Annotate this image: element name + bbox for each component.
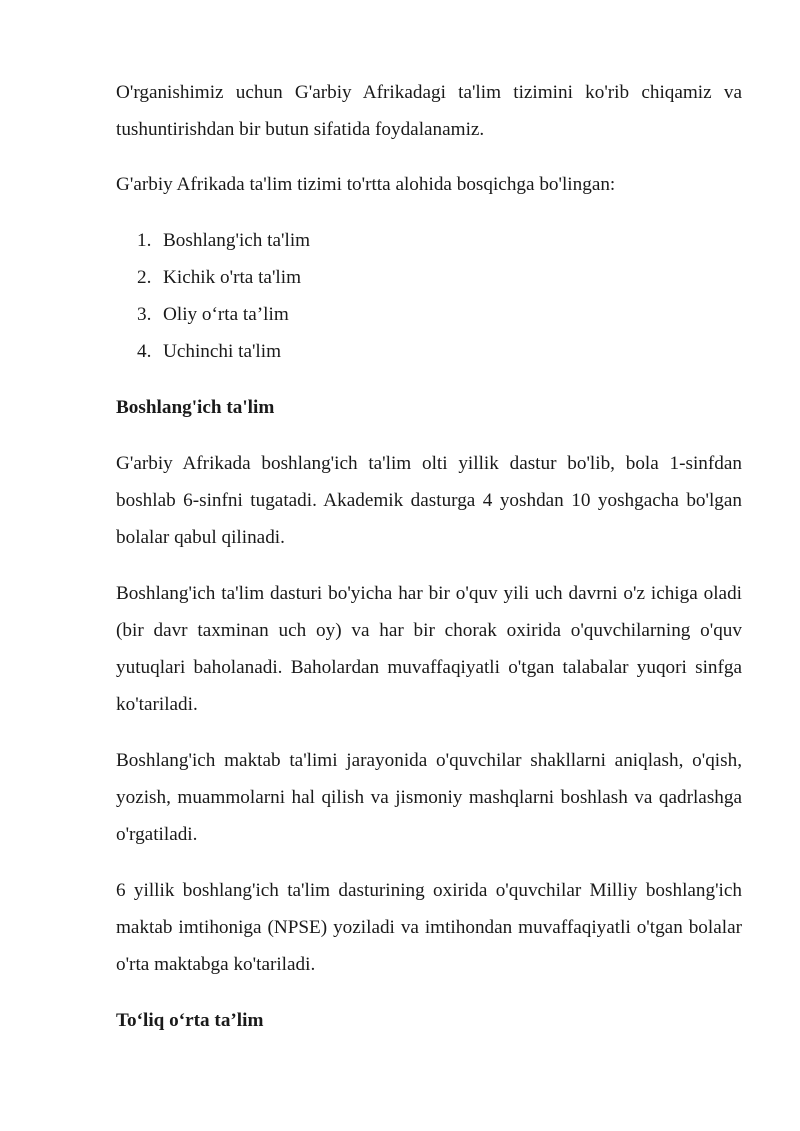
list-item — [116, 222, 742, 259]
stages-intro-paragraph: G'arbiy Afrikada ta'lim tizimi to'rtta alohida bosqichga bo'lingan: — [116, 174, 616, 195]
list-item — [116, 296, 742, 333]
list-number: 4. — [137, 341, 152, 362]
list-item-label: Boshlang'ich ta'lim — [163, 230, 311, 251]
list-item-label: Kichik o'rta ta'lim — [163, 267, 301, 288]
stages-list — [116, 222, 742, 370]
primary-paragraph-1: G'arbiy Afrikada boshlang'ich ta'lim olti yillik dastur bo'lib, bola 1-sinfdan boshlab 6-sinfni tugatadi. Akademik dasturga 4 yoshdan 10 yoshgacha bo'lgan bolalar qabul qilinadi. — [116, 453, 742, 548]
secondary-education-heading: To‘liq o‘rta ta’lim — [116, 1010, 264, 1031]
list-item-label: Uchinchi ta'lim — [163, 341, 282, 362]
list-item-label: Oliy o‘rta ta’lim — [163, 304, 289, 325]
primary-paragraph-4: 6 yillik boshlang'ich ta'lim dasturining oxirida o'quvchilar Milliy boshlang'ich maktab imtihoniga (NPSE) yoziladi va imtihondan muvaffaqiyatli o'tgan bolalar o'rta maktabga ko'tariladi. — [116, 880, 742, 975]
primary-education-heading: Boshlang'ich ta'lim — [116, 397, 275, 418]
list-item — [116, 333, 742, 370]
list-item — [116, 259, 742, 296]
primary-paragraph-2: Boshlang'ich ta'lim dasturi bo'yicha har bir o'quv yili uch davrni o'z ichiga oladi (bir davr taxminan uch oy) va har bir chorak oxirida o'quvchilarning o'quv yutuqlari baholanadi. Baholardan muvaffaqiyatli o'tgan talabalar yuqori sinfga ko'tariladi. — [116, 583, 742, 715]
intro-paragraph: O'rganishimiz uchun G'arbiy Afrikadagi ta'lim tizimini ko'rib chiqamiz va tushuntirishdan bir butun sifatida foydalanamiz. — [116, 82, 742, 140]
document-page — [116, 74, 742, 1039]
primary-paragraph-3: Boshlang'ich maktab ta'limi jarayonida o'quvchilar shakllarni aniqlash, o'qish, yozish, muammolarni hal qilish va jismoniy mashqlarni boshlash va qadrlashga o'rgatiladi. — [116, 750, 742, 845]
list-number: 2. — [137, 267, 152, 288]
list-number: 1. — [137, 230, 152, 251]
list-number: 3. — [137, 304, 152, 325]
